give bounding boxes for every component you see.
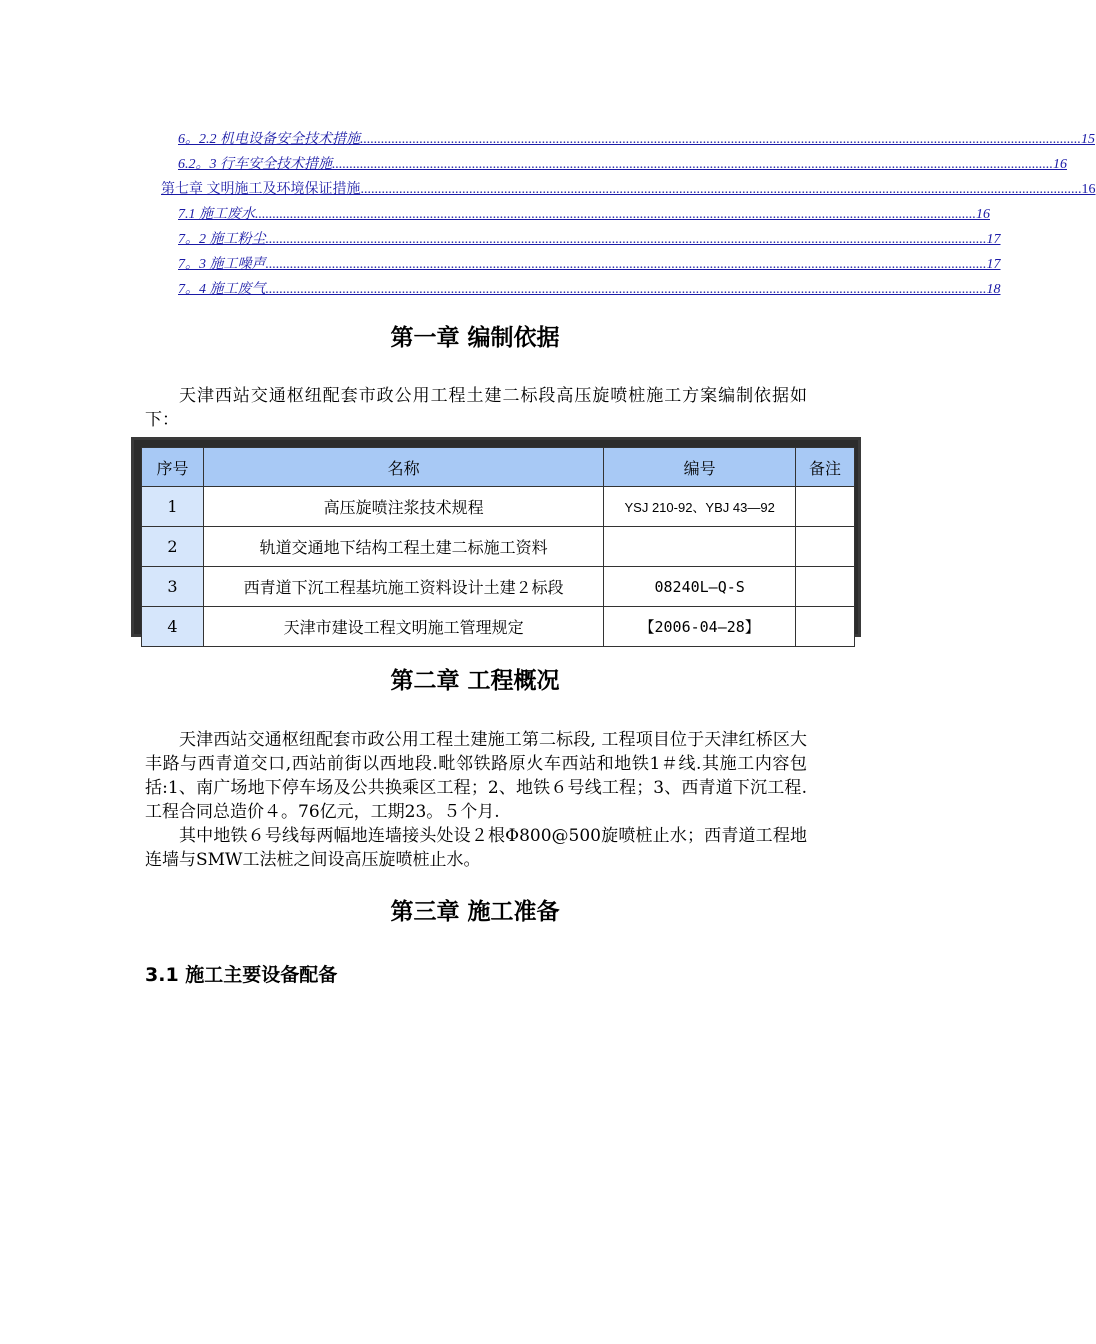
cell-name: 天津市建设工程文明施工管理规定 [203,607,603,647]
toc-link[interactable]: 第七章 文明施工及环境保证措施 .............................................................................................................................................................................................................. 16 [161,178,806,198]
chapter-1-intro: 天津西站交通枢纽配套市政公用工程土建二标段高压旋喷桩施工方案编制依据如下： [145,386,807,430]
toc-label: 7。2 施工粉尘 [178,232,266,247]
toc-link[interactable]: 6。2.2 机电设备安全技术措施 .............................................................................................................................................................................................................. 15 [178,128,806,148]
toc-page: 17 [986,257,1001,272]
cell-no: 1 [142,487,204,527]
cell-name: 西青道下沉工程基坑施工资料设计土建２标段 [203,567,603,607]
header-code: 编号 [604,448,796,487]
table-row [142,487,855,527]
section-3-1-title: 3.1 施工主要设备配备 [145,964,338,986]
cell-code: 【2006-04—28】 [604,607,796,647]
table-header-row [142,448,855,487]
table-row [142,527,855,567]
header-no: 序号 [142,448,204,487]
chapter-2-para-2: 其中地铁６号线每两幅地连墙接头处设２根Φ800@500旋喷桩止水；西青道工程地连墙与SMW工法桩之间设高压旋喷桩止水。 [145,826,807,870]
toc-label: 第七章 文明施工及环境保证措施 [161,182,361,197]
toc-page: 18 [986,282,1001,297]
basis-table [141,447,855,647]
cell-no: 4 [142,607,204,647]
toc-link[interactable]: 7。3 施工噪声 .............................................................................................................................................................................................................. 17 [178,253,806,273]
toc-link[interactable]: 7.1 施工废水 .............................................................................................................................................................................................................. 16 [178,203,806,223]
cell-name: 高压旋喷注浆技术规程 [203,487,603,527]
toc-page: 16 [1053,157,1067,172]
cell-no: 3 [142,567,204,607]
cell-name: 轨道交通地下结构工程土建二标施工资料 [203,527,603,567]
toc-link[interactable]: 7。4 施工废气 .............................................................................................................................................................................................................. 18 [178,278,806,298]
cell-note [796,607,855,647]
basis-table-frame [131,437,861,637]
chapter-2-title: 第二章 工程概况 [390,668,560,694]
cell-note [796,487,855,527]
toc-label: 7。4 施工废气 [178,282,266,297]
cell-code: YSJ 210-92、YBJ 43—92 [604,487,796,527]
table-row [142,567,855,607]
toc-label: 7。3 施工噪声 [178,257,266,272]
chapter-1-title: 第一章 编制依据 [390,325,560,351]
header-note: 备注 [796,448,855,487]
toc-page: 15 [1081,132,1095,147]
toc-page: 16 [976,207,990,222]
cell-code: 08240L—Q-S [604,567,796,607]
table-row [142,607,855,647]
cell-note [796,567,855,607]
toc-link[interactable]: 6.2。3 行车安全技术措施 .............................................................................................................................................................................................................. 16 [178,153,806,173]
chapter-2-para-1: 天津西站交通枢纽配套市政公用工程土建施工第二标段, 工程项目位于天津红桥区大丰路与西青道交口,西站前街以西地段.毗邻铁路原火车西站和地铁1＃线.其施工内容包括:1、南广场地下停车场及公共换乘区工程；2、地铁６号线工程；3、西青道下沉工程.工程合同总造价４。76亿元，工期23。５个月. [145,730,807,822]
toc-label: 6。2.2 机电设备安全技术措施 [178,132,360,147]
cell-no: 2 [142,527,204,567]
chapter-3-title: 第三章 施工准备 [390,899,560,925]
toc-page: 16 [1081,182,1096,197]
toc-label: 7.1 施工废水 [178,207,255,222]
toc-page: 17 [986,232,1001,247]
toc-link[interactable]: 7。2 施工粉尘 .............................................................................................................................................................................................................. 17 [178,228,806,248]
header-name: 名称 [203,448,603,487]
cell-note [796,527,855,567]
cell-code [604,527,796,567]
toc-label: 6.2。3 行车安全技术措施 [178,157,332,172]
